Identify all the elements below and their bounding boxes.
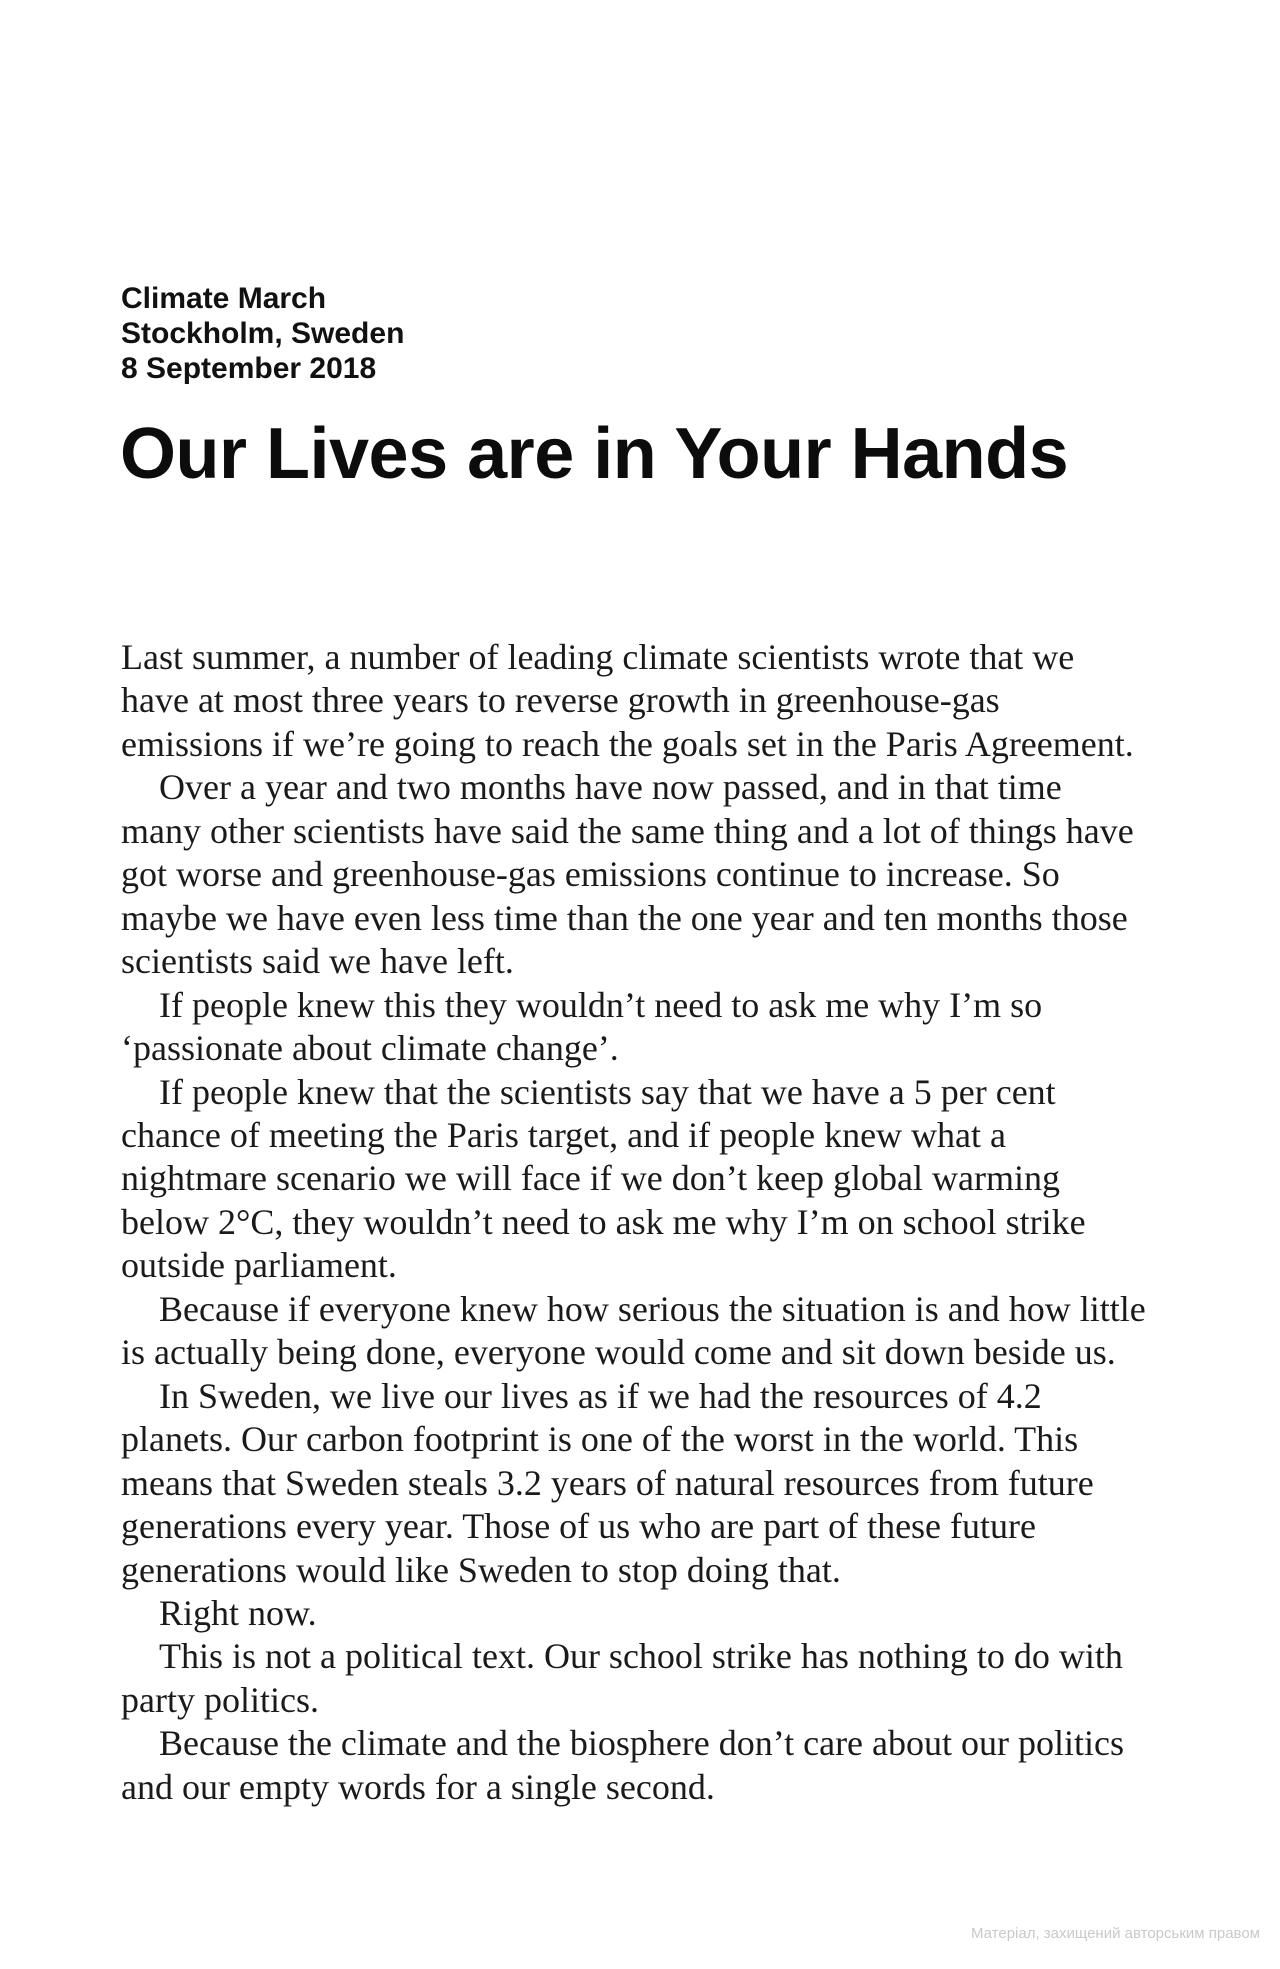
- paragraph: [121, 1375, 1146, 1592]
- copyright-watermark: Матеріал, захищений авторським правом: [970, 1925, 1260, 1942]
- text-line: means that Sweden steals 3.2 years of natural resources from future: [121, 1462, 1094, 1503]
- event-name: Climate March: [121, 282, 327, 315]
- text-line: generations would like Sweden to stop doing that.: [121, 1549, 841, 1590]
- text-line: If people knew that the scientists say that we have a 5 per cent: [159, 1071, 1056, 1112]
- paragraph: [121, 1288, 1146, 1375]
- text-line: emissions if we’re going to reach the goals set in the Paris Agreement.: [121, 723, 1134, 764]
- text-line: chance of meeting the Paris target, and if people knew what a: [121, 1114, 1007, 1155]
- paragraph: [121, 766, 1146, 983]
- event-date: 8 September 2018: [121, 352, 377, 385]
- speech-title: Our Lives are in Your Hands: [120, 414, 1069, 494]
- paragraph: [121, 1635, 1146, 1722]
- text-line: Over a year and two months have now passed, and in that time: [159, 767, 1062, 808]
- text-line: planets. Our carbon footprint is one of the worst in the world. This: [121, 1419, 1079, 1460]
- text-line: outside parliament.: [121, 1245, 397, 1286]
- text-line: have at most three years to reverse growth in greenhouse-gas: [121, 680, 1000, 721]
- text-line: Because if everyone knew how serious the situation is and how little: [159, 1288, 1146, 1329]
- text-line: Because the climate and the biosphere don’t care about our politics: [159, 1723, 1125, 1764]
- speech-header: [121, 281, 404, 386]
- text-line: scientists said we have left.: [121, 941, 514, 982]
- text-line: got worse and greenhouse-gas emissions continue to increase. So: [121, 854, 1060, 895]
- event-location: Stockholm, Sweden: [121, 317, 405, 350]
- text-line: and our empty words for a single second.: [121, 1766, 715, 1807]
- paragraph: [121, 1592, 1146, 1635]
- text-line: is actually being done, everyone would come and sit down beside us.: [121, 1332, 1116, 1373]
- paragraph: [121, 1722, 1146, 1809]
- text-line: below 2°C, they wouldn’t need to ask me why I’m on school strike: [121, 1201, 1086, 1242]
- text-line: nightmare scenario we will face if we don’t keep global warming: [121, 1158, 1061, 1199]
- text-line: Last summer, a number of leading climate scientists wrote that we: [121, 637, 1075, 677]
- text-line: ‘passionate about climate change’.: [121, 1028, 619, 1069]
- text-line: If people knew this they wouldn’t need to ask me why I’m so: [159, 984, 1043, 1025]
- paragraph: [121, 636, 1146, 766]
- text-line: maybe we have even less time than the one year and ten months those: [121, 897, 1128, 938]
- paragraph: [121, 984, 1146, 1071]
- text-line: In Sweden, we live our lives as if we had the resources of 4.2: [159, 1375, 1042, 1416]
- text-line: many other scientists have said the same thing and a lot of things have: [121, 810, 1134, 851]
- speech-body: [121, 636, 1146, 1809]
- paragraph: [121, 1071, 1146, 1288]
- text-line: party politics.: [121, 1679, 319, 1720]
- text-line: generations every year. Those of us who are part of these future: [121, 1506, 1036, 1547]
- text-line: Right now.: [159, 1592, 317, 1633]
- text-line: This is not a political text. Our school strike has nothing to do with: [159, 1636, 1123, 1677]
